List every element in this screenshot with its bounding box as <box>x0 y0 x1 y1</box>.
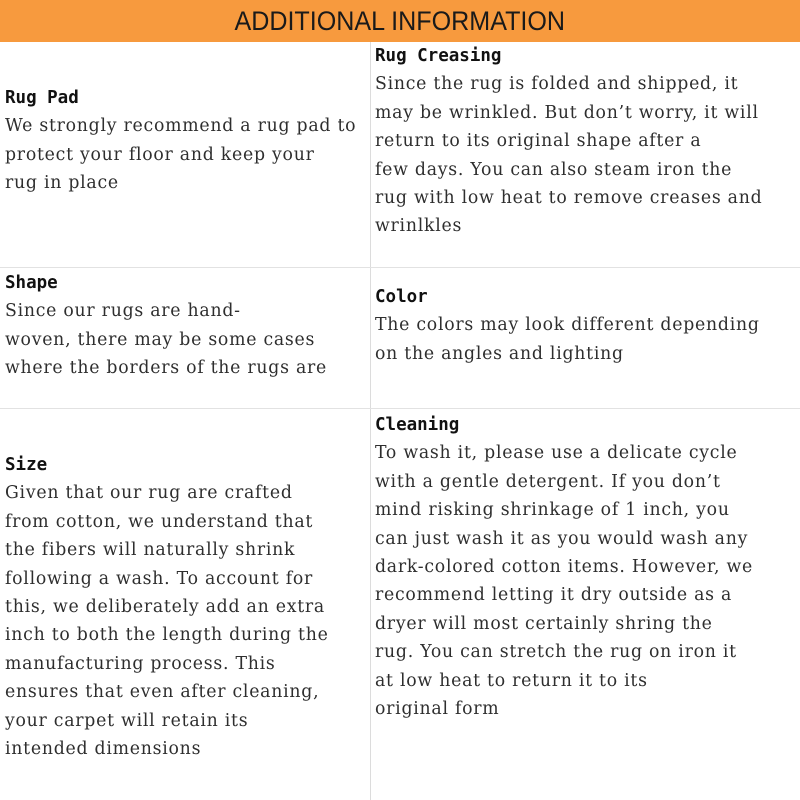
rug-pad-text <box>5 112 367 197</box>
size-text <box>5 479 367 763</box>
row-divider-1 <box>0 267 800 268</box>
size-heading: Size <box>5 455 48 475</box>
text-line: may be wrinkled. But don’t worry, it will <box>375 102 759 123</box>
text-line: To wash it, please use a delicate cycle <box>375 443 738 464</box>
color-heading: Color <box>375 287 428 307</box>
rug-pad-heading: Rug Pad <box>5 88 79 108</box>
text-line: The colors may look different depending <box>375 315 760 336</box>
column-divider <box>370 42 371 800</box>
rug-creasing-heading: Rug Creasing <box>375 46 502 66</box>
row-divider-2 <box>0 408 800 409</box>
text-line: We strongly recommend a rug pad to <box>5 116 357 137</box>
text-line: few days. You can also steam iron the <box>375 159 733 180</box>
shape-section <box>5 269 367 406</box>
page-title: ADDITIONAL INFORMATION <box>234 5 566 36</box>
text-line: on the angles and lighting <box>375 343 624 364</box>
text-line: your carpet will retain its <box>5 710 249 731</box>
rug-creasing-section <box>375 42 800 241</box>
text-line: following a wash. To account for <box>5 568 314 589</box>
shape-heading: Shape <box>5 273 58 293</box>
text-line: rug. You can stretch the rug on iron it <box>375 642 737 663</box>
text-line: with a gentle detergent. If you don’t <box>375 471 721 492</box>
text-line: dryer will most certainly shring the <box>375 613 713 634</box>
cleaning-text <box>375 439 800 723</box>
text-line: recommend letting it dry outside as a <box>375 585 733 606</box>
text-line: original form <box>375 698 500 719</box>
text-line: dark-colored cotton items. However, we <box>375 556 753 577</box>
text-line: mind risking shrinkage of 1 inch, you <box>375 500 730 521</box>
text-line: this, we deliberately add an extra <box>5 596 325 617</box>
text-line: ensures that even after cleaning, <box>5 682 320 703</box>
text-line: can just wash it as you would wash any <box>375 528 749 549</box>
text-line: at low heat to return it to its <box>375 670 648 691</box>
shape-text <box>5 297 367 382</box>
text-line: woven, there may be some cases <box>5 329 316 350</box>
text-line: Given that our rug are crafted <box>5 483 293 504</box>
text-line: inch to both the length during the <box>5 625 329 646</box>
text-line: manufacturing process. This <box>5 653 276 674</box>
text-line: where the borders of the rugs are <box>5 358 328 379</box>
text-line: from cotton, we understand that <box>5 511 314 532</box>
cleaning-section <box>375 411 800 723</box>
text-line: the fibers will naturally shrink <box>5 540 296 561</box>
text-line: Since the rug is folded and shipped, it <box>375 74 739 95</box>
text-line: return to its original shape after a <box>375 131 702 152</box>
text-line: Since our rugs are hand- <box>5 301 241 322</box>
text-line: rug with low heat to remove creases and <box>375 187 763 208</box>
text-line: intended dimensions <box>5 738 202 759</box>
text-line: protect your floor and keep your <box>5 144 315 165</box>
cleaning-heading: Cleaning <box>375 415 460 435</box>
size-section <box>5 451 367 763</box>
rug-pad-section <box>5 84 367 198</box>
color-text <box>375 311 800 368</box>
color-section <box>375 283 800 368</box>
header-banner <box>0 0 800 42</box>
text-line: rug in place <box>5 173 119 194</box>
rug-creasing-text <box>375 70 800 240</box>
text-line: wrinlkles <box>375 216 463 237</box>
